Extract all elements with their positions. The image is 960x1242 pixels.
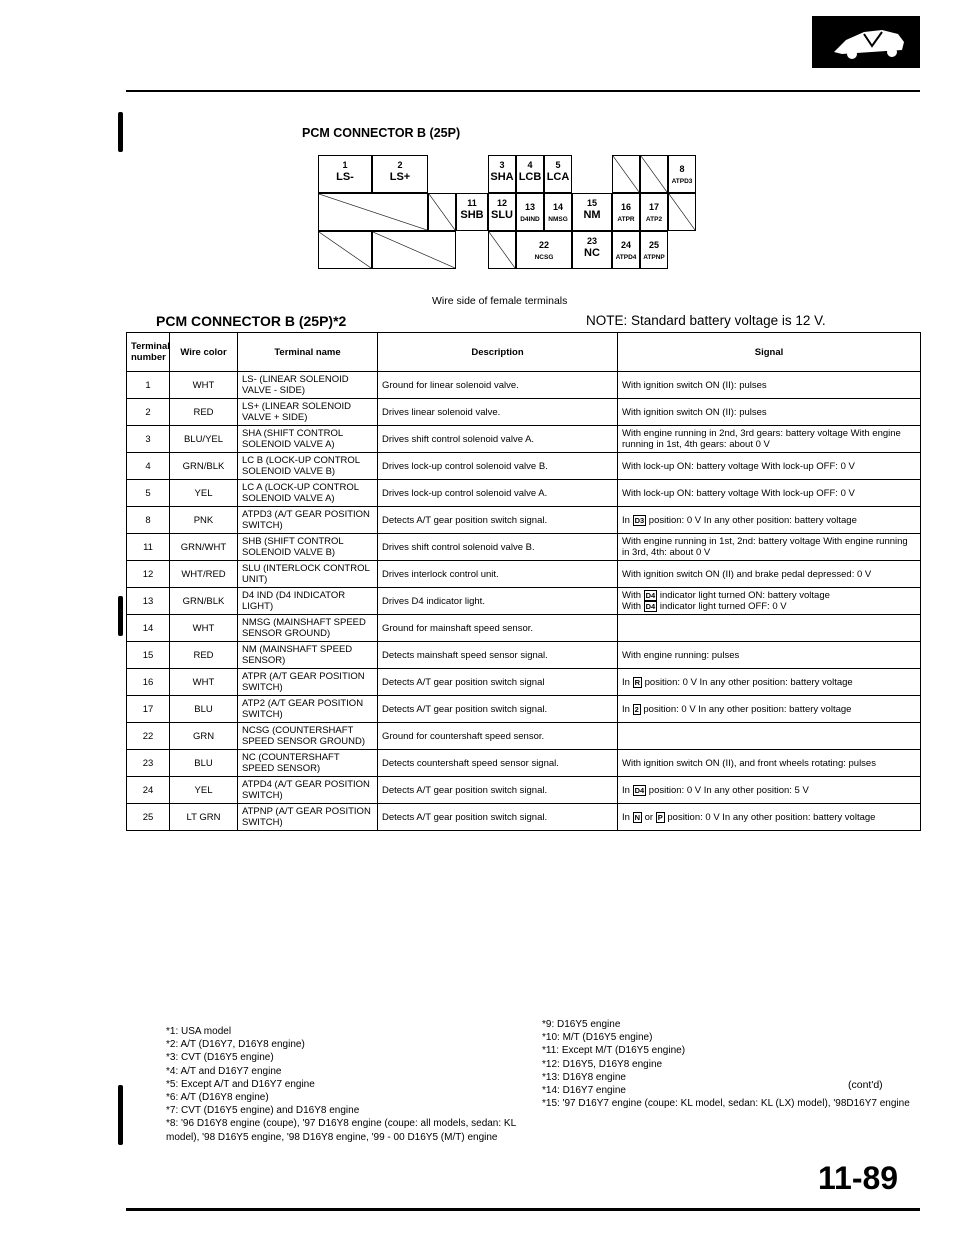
pin-23: 23 NC: [572, 231, 612, 269]
table-header-row: [127, 333, 921, 372]
footnotes-left: [166, 1025, 536, 1144]
signal-cell: With engine running in 1st, 2nd: battery voltage With engine running in 3rd, 4th: about 0 V: [618, 534, 921, 561]
description-cell: Drives lock-up control solenoid valve A.: [378, 480, 618, 507]
table-row: [127, 453, 921, 480]
table-row: [127, 480, 921, 507]
terminal-name-cell: ATPNP (A/T GEAR POSITION SWITCH): [238, 804, 378, 831]
terminal-number-cell: 13: [127, 588, 170, 615]
wire-color-cell: WHT: [170, 615, 238, 642]
table-row: [127, 642, 921, 669]
terminal-name-cell: LC B (LOCK-UP CONTROL SOLENOID VALVE B): [238, 453, 378, 480]
wire-color-cell: BLU: [170, 750, 238, 777]
footnote: *4: A/T and D16Y7 engine: [166, 1065, 282, 1077]
footnote: *8: '96 D16Y8 engine (coupe), '97 D16Y8 engine (coupe: all models, sedan: KL model), '98 D16Y5 engine, '98 D16Y8 engine, '99 - 00 D16Y5 (M/T) engine: [166, 1118, 519, 1143]
wire-color-cell: GRN/WHT: [170, 534, 238, 561]
pin-blank: [668, 193, 696, 231]
terminal-number-cell: 1: [127, 372, 170, 399]
footnote: *1: USA model: [166, 1026, 232, 1037]
page-number: 11-89: [818, 1160, 899, 1196]
description-cell: Detects A/T gear position switch signal.: [378, 804, 618, 831]
terminal-number-cell: 22: [127, 723, 170, 750]
footnote: *15: '97 D16Y7 engine (coupe: KL model, sedan: KL (LX) model), '98D16Y7 engine: [542, 1098, 910, 1110]
signal-text: position: 0 V In any other position: battery voltage: [664, 811, 876, 823]
footnote: *10: M/T (D16Y5 engine): [542, 1032, 653, 1044]
signal-text: In: [622, 514, 633, 526]
terminal-number-cell: 17: [127, 696, 170, 723]
table-row: [127, 426, 921, 453]
pin-16: 16 ATPR: [612, 193, 640, 231]
pin-13: 13 D4IND: [516, 193, 544, 231]
pin-3: 3 SHA: [488, 155, 516, 193]
signal-text: With: [622, 590, 644, 601]
footnote: *14: D16Y7 engine: [542, 1085, 626, 1097]
table-row: [127, 399, 921, 426]
description-cell: Detects A/T gear position switch signal.: [378, 777, 618, 804]
terminal-number-cell: 24: [127, 777, 170, 804]
description-cell: Detects A/T gear position switch signal.: [378, 507, 618, 534]
pin-1: 1 LS-: [318, 155, 372, 193]
wire-color-cell: GRN/BLK: [170, 453, 238, 480]
table-row: [127, 777, 921, 804]
signal-cell: With ignition switch ON (II), and front wheels rotating: pulses: [618, 750, 921, 777]
table-row: [127, 723, 921, 750]
terminal-name-cell: SLU (INTERLOCK CONTROL UNIT): [238, 561, 378, 588]
wire-color-cell: PNK: [170, 507, 238, 534]
terminal-name-cell: NMSG (MAINSHAFT SPEED SENSOR GROUND): [238, 615, 378, 642]
margin-mark: [118, 1085, 123, 1145]
signal-cell: [618, 723, 921, 750]
shift-position-key: D4: [645, 591, 656, 600]
signal-cell: [618, 669, 921, 696]
terminal-name-cell: ATPR (A/T GEAR POSITION SWITCH): [238, 669, 378, 696]
table-row: [127, 372, 921, 399]
car-silhouette-icon: [812, 16, 920, 68]
footnote: *7: CVT (D16Y5 engine) and D16Y8 engine: [166, 1105, 360, 1117]
signal-cell: With lock-up ON: battery voltage With lock-up OFF: 0 V: [618, 453, 921, 480]
pin-24: 24 ATPD4: [612, 231, 640, 269]
table-row: [127, 588, 921, 615]
signal-cell: [618, 588, 921, 615]
pin-8: 8 ATPD3: [668, 155, 696, 193]
signal-text: position: 0 V In any other position: 5 V: [646, 784, 809, 796]
shift-position-key: N: [634, 812, 640, 822]
terminal-name-cell: NM (MAINSHAFT SPEED SENSOR): [238, 642, 378, 669]
description-cell: Drives shift control solenoid valve B.: [378, 534, 618, 561]
shift-position-key: R: [634, 677, 640, 687]
signal-text: position: 0 V In any other position: battery voltage: [641, 676, 853, 688]
terminal-name-cell: SHA (SHIFT CONTROL SOLENOID VALVE A): [238, 426, 378, 453]
signal-cell: With ignition switch ON (II): pulses: [618, 372, 921, 399]
signal-cell: [618, 615, 921, 642]
col-signal: Signal: [618, 333, 921, 372]
signal-text: In: [622, 676, 633, 688]
pin-25: 25 ATPNP: [640, 231, 668, 269]
top-rule: [126, 90, 920, 92]
section-title: PCM CONNECTOR B (25P)*2: [156, 313, 347, 329]
terminal-name-cell: SHB (SHIFT CONTROL SOLENOID VALVE B): [238, 534, 378, 561]
col-description: Description: [378, 333, 618, 372]
terminal-name-cell: D4 IND (D4 INDICATOR LIGHT): [238, 588, 378, 615]
col-wire-color: Wire color: [170, 333, 238, 372]
signal-cell: [618, 696, 921, 723]
pin-blank: [318, 193, 428, 231]
wire-color-cell: RED: [170, 642, 238, 669]
footnote: *3: CVT (D16Y5 engine): [166, 1052, 274, 1064]
terminal-name-cell: ATP2 (A/T GEAR POSITION SWITCH): [238, 696, 378, 723]
wire-color-cell: BLU: [170, 696, 238, 723]
terminal-number-cell: 8: [127, 507, 170, 534]
table-row: [127, 669, 921, 696]
footnote: *2: A/T (D16Y7, D16Y8 engine): [166, 1039, 305, 1051]
table-row: [127, 696, 921, 723]
terminal-name-cell: NC (COUNTERSHAFT SPEED SENSOR): [238, 750, 378, 777]
description-cell: Drives interlock control unit.: [378, 561, 618, 588]
wire-color-cell: YEL: [170, 480, 238, 507]
col-terminal-name: Terminal name: [238, 333, 378, 372]
terminal-name-cell: LS- (LINEAR SOLENOID VALVE - SIDE): [238, 372, 378, 399]
signal-text: In: [622, 703, 633, 715]
signal-cell: With ignition switch ON (II) and brake pedal depressed: 0 V: [618, 561, 921, 588]
description-cell: Drives lock-up control solenoid valve B.: [378, 453, 618, 480]
signal-text: With: [622, 601, 644, 612]
terminal-name-cell: LS+ (LINEAR SOLENOID VALVE + SIDE): [238, 399, 378, 426]
pin-22: 22 NCSG: [516, 231, 572, 269]
signal-cell: [618, 507, 921, 534]
wire-color-cell: RED: [170, 399, 238, 426]
description-cell: Drives shift control solenoid valve A.: [378, 426, 618, 453]
shift-position-key: D4: [645, 602, 656, 611]
wire-color-cell: GRN: [170, 723, 238, 750]
bottom-rule: [126, 1208, 920, 1211]
table-row: [127, 750, 921, 777]
pin-blank: [428, 193, 456, 231]
description-cell: Ground for mainshaft speed sensor.: [378, 615, 618, 642]
pin-blank: [318, 231, 372, 269]
wire-color-cell: GRN/BLK: [170, 588, 238, 615]
wire-color-cell: LT GRN: [170, 804, 238, 831]
terminal-name-cell: ATPD3 (A/T GEAR POSITION SWITCH): [238, 507, 378, 534]
terminal-number-cell: 12: [127, 561, 170, 588]
terminal-table: [126, 332, 921, 831]
terminal-number-cell: 23: [127, 750, 170, 777]
wire-color-cell: BLU/YEL: [170, 426, 238, 453]
signal-text: position: 0 V In any other position: battery voltage: [646, 514, 857, 526]
terminal-number-cell: 2: [127, 399, 170, 426]
pin-12: 12 SLU: [488, 193, 516, 231]
description-cell: Detects A/T gear position switch signal.: [378, 696, 618, 723]
description-cell: Drives D4 indicator light.: [378, 588, 618, 615]
connector-title: PCM CONNECTOR B (25P): [302, 126, 461, 140]
table-row: [127, 534, 921, 561]
signal-text: indicator light turned ON: battery voltage: [657, 590, 830, 601]
pin-11: 11 SHB: [456, 193, 488, 231]
pin-5: 5 LCA: [544, 155, 572, 193]
terminal-number-cell: 3: [127, 426, 170, 453]
terminal-number-cell: 16: [127, 669, 170, 696]
signal-cell: With engine running in 2nd, 3rd gears: battery voltage With engine running in 1st, 4th gears: about 0 V: [618, 426, 921, 453]
shift-position-key: D4: [634, 785, 645, 795]
description-cell: Ground for countershaft speed sensor.: [378, 723, 618, 750]
pin-blank: [612, 155, 640, 193]
terminal-name-cell: NCSG (COUNTERSHAFT SPEED SENSOR GROUND): [238, 723, 378, 750]
wire-color-cell: YEL: [170, 777, 238, 804]
margin-mark: [118, 596, 123, 636]
signal-text: In: [622, 784, 633, 796]
signal-text: indicator light turned OFF: 0 V: [657, 601, 787, 612]
signal-cell: [618, 804, 921, 831]
terminal-number-cell: 15: [127, 642, 170, 669]
table-row: [127, 507, 921, 534]
pin-blank: [488, 231, 516, 269]
signal-text: or: [641, 811, 656, 823]
signal-cell: With ignition switch ON (II): pulses: [618, 399, 921, 426]
shift-position-key: 2: [634, 704, 639, 714]
signal-text: In: [622, 811, 633, 823]
pin-14: 14 NMSG: [544, 193, 572, 231]
footnote: *6: A/T (D16Y8 engine): [166, 1092, 269, 1104]
footnote: *9: D16Y5 engine: [542, 1019, 621, 1030]
pin-2: 2 LS+: [372, 155, 428, 193]
signal-cell: With engine running: pulses: [618, 642, 921, 669]
terminal-number-cell: 5: [127, 480, 170, 507]
description-cell: Ground for linear solenoid valve.: [378, 372, 618, 399]
table-row: [127, 561, 921, 588]
terminal-number-cell: 11: [127, 534, 170, 561]
pin-blank: [372, 231, 456, 269]
table-row: [127, 804, 921, 831]
footnotes-right: [542, 1018, 914, 1110]
table-row: [127, 615, 921, 642]
shift-position-key: P: [657, 812, 663, 822]
continued-note: (cont'd): [848, 1079, 883, 1091]
footnote: *11: Except M/T (D16Y5 engine): [542, 1045, 686, 1057]
description-cell: Detects countershaft speed sensor signal.: [378, 750, 618, 777]
signal-text: position: 0 V In any other position: battery voltage: [640, 703, 852, 715]
connector-diagram: [318, 155, 730, 291]
terminal-number-cell: 25: [127, 804, 170, 831]
description-cell: Detects A/T gear position switch signal: [378, 669, 618, 696]
footnote: *12: D16Y5, D16Y8 engine: [542, 1058, 663, 1070]
voltage-note: NOTE: Standard battery voltage is 12 V.: [586, 313, 826, 328]
footnote: *5: Except A/T and D16Y7 engine: [166, 1078, 315, 1090]
wire-color-cell: WHT: [170, 372, 238, 399]
pin-4: 4 LCB: [516, 155, 544, 193]
terminal-name-cell: LC A (LOCK-UP CONTROL SOLENOID VALVE A): [238, 480, 378, 507]
wire-side-note: Wire side of female terminals: [432, 295, 568, 307]
pin-15: 15 NM: [572, 193, 612, 231]
pin-17: 17 ATP2: [640, 193, 668, 231]
pin-blank: [640, 155, 668, 193]
wire-color-cell: WHT/RED: [170, 561, 238, 588]
terminal-number-cell: 14: [127, 615, 170, 642]
wire-color-cell: WHT: [170, 669, 238, 696]
signal-cell: With lock-up ON: battery voltage With lock-up OFF: 0 V: [618, 480, 921, 507]
terminal-number-cell: 4: [127, 453, 170, 480]
margin-mark: [118, 112, 123, 152]
footnote: *13: D16Y8 engine: [542, 1071, 626, 1083]
signal-cell: [618, 777, 921, 804]
terminal-name-cell: ATPD4 (A/T GEAR POSITION SWITCH): [238, 777, 378, 804]
shift-position-key: D3: [634, 515, 645, 525]
description-cell: Detects mainshaft speed sensor signal.: [378, 642, 618, 669]
col-terminal-number: Terminal number: [127, 333, 170, 372]
description-cell: Drives linear solenoid valve.: [378, 399, 618, 426]
